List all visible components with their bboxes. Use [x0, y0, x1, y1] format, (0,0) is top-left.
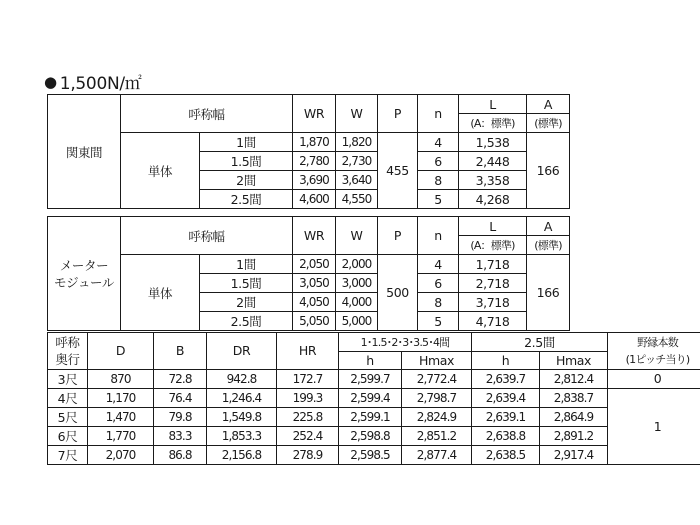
w-cell: 1,820: [336, 133, 378, 152]
hmax2-cell: 2,917.4: [540, 445, 608, 464]
depth-cell: 3尺: [48, 369, 88, 388]
hr-cell: 199.3: [277, 388, 339, 407]
depth-table: [47, 332, 700, 465]
table-row: [48, 426, 700, 445]
b-header: B: [154, 333, 207, 370]
meter-section-label: [48, 217, 121, 331]
count-cell: 0: [608, 369, 700, 388]
dr-cell: 2,156.8: [207, 445, 277, 464]
hmax-header: Hmax: [540, 352, 608, 370]
load-value: 1,500N/㎡: [59, 74, 142, 94]
b-cell: 86.8: [154, 445, 207, 464]
count-header-line1: 野縁本数: [637, 335, 678, 349]
hmax2-cell: 2,838.7: [540, 388, 608, 407]
hr-header: HR: [277, 333, 339, 370]
width-name-cell: 2.5間: [200, 312, 293, 331]
kanto-l-header: L: [459, 95, 527, 114]
meter-n-header: n: [418, 217, 459, 255]
kanto-section-label: 関東間: [48, 95, 121, 209]
d-cell: 2,070: [88, 445, 154, 464]
b-cell: 72.8: [154, 369, 207, 388]
table-row: [48, 445, 700, 464]
n-cell: 4: [418, 255, 459, 274]
w-cell: 2,000: [336, 255, 378, 274]
meter-wr-header: WR: [293, 217, 336, 255]
l-cell: 2,448: [459, 152, 527, 171]
meter-p-header: P: [378, 217, 418, 255]
meter-a-header: A: [527, 217, 570, 236]
wr-cell: 4,600: [293, 190, 336, 209]
d-cell: 1,470: [88, 407, 154, 426]
wr-cell: 2,050: [293, 255, 336, 274]
kanto-a-header: A: [527, 95, 570, 114]
depth-cell: 6尺: [48, 426, 88, 445]
h1-cell: 2,598.5: [339, 445, 402, 464]
wr-cell: 3,690: [293, 171, 336, 190]
meter-header-row: [48, 217, 570, 236]
dr-cell: 1,549.8: [207, 407, 277, 426]
meter-l-header: L: [459, 217, 527, 236]
hmax1-cell: 2,877.4: [402, 445, 472, 464]
b-cell: 76.4: [154, 388, 207, 407]
bullet-icon: ●: [44, 72, 57, 91]
l-cell: 1,538: [459, 133, 527, 152]
wr-cell: 5,050: [293, 312, 336, 331]
h2-cell: 2,639.7: [472, 369, 540, 388]
w-cell: 2,730: [336, 152, 378, 171]
group-b-header: 2.5間: [472, 333, 608, 352]
width-name-cell: 1.5間: [200, 152, 293, 171]
kanto-n-header: n: [418, 95, 459, 133]
kanto-wr-header: WR: [293, 95, 336, 133]
wr-cell: 2,780: [293, 152, 336, 171]
l-cell: 4,268: [459, 190, 527, 209]
meter-module-table: [47, 216, 570, 331]
n-cell: 5: [418, 190, 459, 209]
count-cell: 1: [608, 388, 700, 464]
meter-section-label-line1: メーター: [59, 257, 109, 273]
depth-name-header: [48, 333, 88, 370]
table-row: [48, 133, 570, 152]
w-cell: 4,550: [336, 190, 378, 209]
wr-cell: 1,870: [293, 133, 336, 152]
wr-cell: 4,050: [293, 293, 336, 312]
width-name-cell: 2.5間: [200, 190, 293, 209]
hmax1-cell: 2,851.2: [402, 426, 472, 445]
meter-p-value: 500: [378, 255, 418, 331]
h2-cell: 2,638.5: [472, 445, 540, 464]
dr-cell: 1,853.3: [207, 426, 277, 445]
meter-width-name-header: 呼称幅: [121, 217, 293, 255]
depth-header-row: [48, 333, 700, 352]
width-name-cell: 2間: [200, 171, 293, 190]
wr-cell: 3,050: [293, 274, 336, 293]
table-row: [48, 407, 700, 426]
hmax1-cell: 2,798.7: [402, 388, 472, 407]
meter-l-subheader: (A：標準): [459, 236, 527, 255]
meter-unit-label: 単体: [121, 255, 200, 331]
hmax2-cell: 2,864.9: [540, 407, 608, 426]
h2-cell: 2,639.1: [472, 407, 540, 426]
table-row: [48, 255, 570, 274]
kanto-p-header: P: [378, 95, 418, 133]
width-name-cell: 1間: [200, 255, 293, 274]
d-cell: 1,770: [88, 426, 154, 445]
h1-cell: 2,599.1: [339, 407, 402, 426]
w-cell: 3,640: [336, 171, 378, 190]
hmax1-cell: 2,824.9: [402, 407, 472, 426]
h-header: h: [472, 352, 540, 370]
depth-cell: 5尺: [48, 407, 88, 426]
kanto-p-value: 455: [378, 133, 418, 209]
kanto-w-header: W: [336, 95, 378, 133]
hr-cell: 252.4: [277, 426, 339, 445]
n-cell: 6: [418, 274, 459, 293]
meter-a-value: 166: [527, 255, 570, 331]
kanto-a-value: 166: [527, 133, 570, 209]
kanto-unit-label: 単体: [121, 133, 200, 209]
kanto-l-subheader: (A：標準): [459, 114, 527, 133]
n-cell: 8: [418, 171, 459, 190]
b-cell: 79.8: [154, 407, 207, 426]
width-name-cell: 2間: [200, 293, 293, 312]
hmax1-cell: 2,772.4: [402, 369, 472, 388]
h1-cell: 2,598.8: [339, 426, 402, 445]
hr-cell: 225.8: [277, 407, 339, 426]
dr-cell: 942.8: [207, 369, 277, 388]
h1-cell: 2,599.4: [339, 388, 402, 407]
h2-cell: 2,638.8: [472, 426, 540, 445]
table-row: [48, 388, 700, 407]
load-heading: [44, 69, 142, 94]
count-header: [608, 333, 700, 370]
l-cell: 3,718: [459, 293, 527, 312]
hr-cell: 278.9: [277, 445, 339, 464]
meter-a-subheader: (標準): [527, 236, 570, 255]
kanto-width-name-header: 呼称幅: [121, 95, 293, 133]
l-cell: 3,358: [459, 171, 527, 190]
kanto-header-row: [48, 95, 570, 114]
n-cell: 6: [418, 152, 459, 171]
hr-cell: 172.7: [277, 369, 339, 388]
h2-cell: 2,639.4: [472, 388, 540, 407]
h-header: h: [339, 352, 402, 370]
w-cell: 5,000: [336, 312, 378, 331]
count-header-line2: (1ピッチ当り): [625, 352, 690, 366]
hmax2-cell: 2,812.4: [540, 369, 608, 388]
meter-w-header: W: [336, 217, 378, 255]
kanto-a-subheader: (標準): [527, 114, 570, 133]
width-name-cell: 1間: [200, 133, 293, 152]
kanto-table: [47, 94, 570, 209]
depth-cell: 4尺: [48, 388, 88, 407]
w-cell: 3,000: [336, 274, 378, 293]
l-cell: 4,718: [459, 312, 527, 331]
meter-section-label-line2: モジュール: [53, 274, 114, 290]
table-row: [48, 369, 700, 388]
depth-name-header-line2: 奥行: [55, 351, 80, 367]
l-cell: 2,718: [459, 274, 527, 293]
group-a-header: 1･1.5･2･3･3.5･4間: [339, 333, 472, 352]
d-cell: 870: [88, 369, 154, 388]
dr-cell: 1,246.4: [207, 388, 277, 407]
depth-cell: 7尺: [48, 445, 88, 464]
b-cell: 83.3: [154, 426, 207, 445]
dr-header: DR: [207, 333, 277, 370]
hmax2-cell: 2,891.2: [540, 426, 608, 445]
width-name-cell: 1.5間: [200, 274, 293, 293]
h1-cell: 2,599.7: [339, 369, 402, 388]
n-cell: 8: [418, 293, 459, 312]
l-cell: 1,718: [459, 255, 527, 274]
n-cell: 4: [418, 133, 459, 152]
depth-name-header-line1: 呼称: [55, 334, 80, 350]
w-cell: 4,000: [336, 293, 378, 312]
d-header: D: [88, 333, 154, 370]
hmax-header: Hmax: [402, 352, 472, 370]
n-cell: 5: [418, 312, 459, 331]
d-cell: 1,170: [88, 388, 154, 407]
